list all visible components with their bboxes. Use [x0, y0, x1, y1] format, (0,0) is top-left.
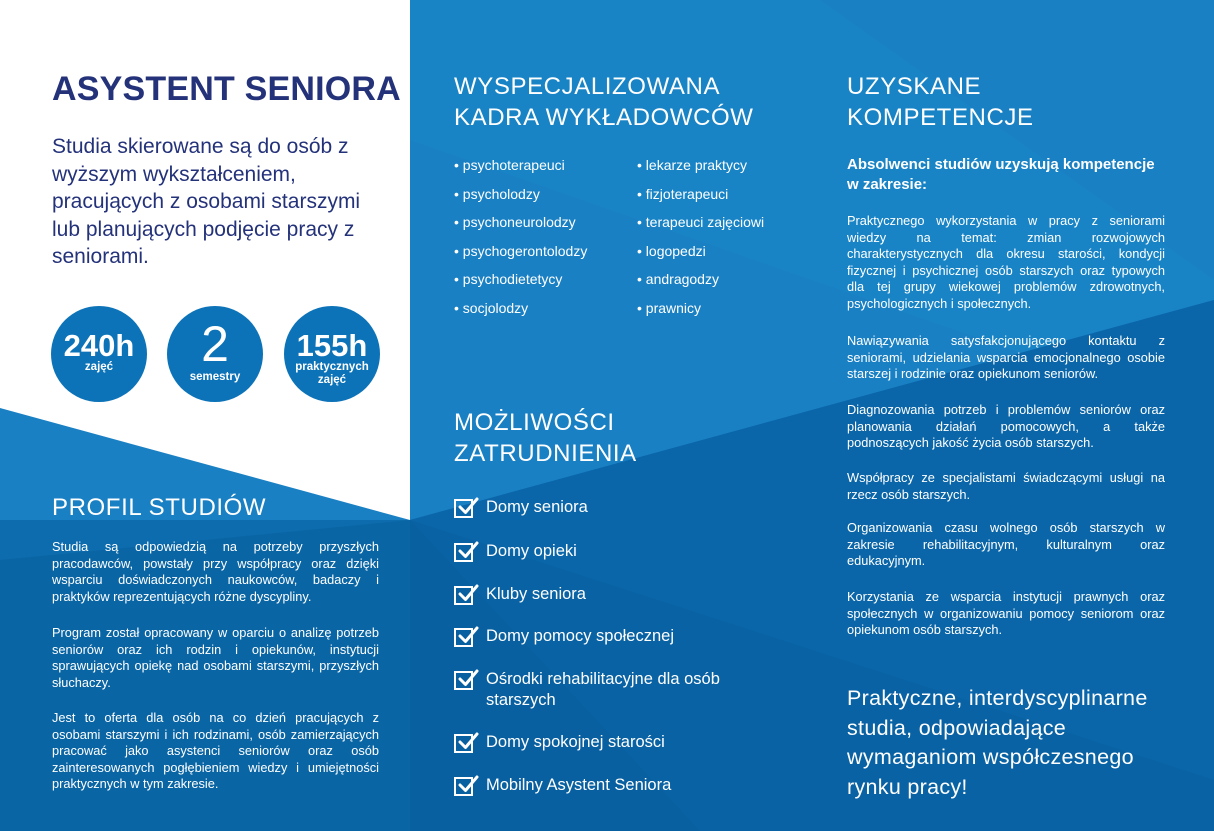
intro-text: Studia skierowane są do osób z wyższym wykształceniem, pracujących z osobami starszymi lub planujących podjęcie pracy z seniorami. [52, 135, 361, 268]
stat-practice-value: 155h [296, 328, 368, 363]
competency-paragraph: Nawiązywania satysfakcjonującego kontaktu z seniorami, udzielania wsparcia emocjonalnego osobie starszej i rodzinie oraz opiekunom seniorów. [847, 333, 1165, 382]
profile-paragraph-1: Studia są odpowiedzią na potrzeby przyszłych pracodawców, powstały przy współpracy oraz dzięki wsparciu doświadczonych naukowców, badaczy i praktyków reprezentujących różne dyscypliny. [52, 539, 379, 604]
checkbox-icon [454, 671, 473, 690]
job-label: Mobilny Asystent Seniora [486, 776, 672, 794]
stat-practice-label-line2: zajęć [317, 374, 347, 386]
job-label: Domy opieki [486, 542, 577, 560]
checkbox-icon [454, 499, 473, 518]
checkbox-icon [454, 543, 473, 562]
stat-practice-badge [284, 306, 380, 402]
list-item: • logopedzi [637, 241, 764, 270]
stat-hours-label: zajęć [84, 361, 114, 373]
stat-hours-badge [51, 306, 147, 402]
list-item: • socjolodzy [454, 298, 587, 327]
jobs-heading-line1: MOŻLIWOŚCI [454, 409, 615, 436]
list-item: • psychoterapeuci [454, 155, 587, 184]
competencies-heading-line1: UZYSKANE [847, 73, 982, 100]
list-item: • andragodzy [637, 269, 764, 298]
checkbox-icon [454, 628, 473, 647]
job-label: Domy spokojnej starości [486, 733, 665, 751]
jobs-heading-line2: ZATRUDNIENIA [454, 440, 637, 467]
stat-semesters-value: 2 [201, 316, 229, 372]
competency-paragraph: Organizowania czasu wolnego osób starszych w zakresie rehabilitacyjnym, kulturalnym oraz edukacyjnym. [847, 520, 1165, 569]
list-item: • terapeuci zajęciowi [637, 212, 764, 241]
closing-slogan: Praktyczne, interdyscyplinarne studia, odpowiadające wymaganiom współczesnego rynku pracy! [847, 686, 1148, 799]
profile-heading: PROFIL STUDIÓW [52, 494, 267, 521]
list-item: • fizjoterapeuci [637, 184, 764, 213]
competencies-heading-line2: KOMPETENCJE [847, 104, 1034, 131]
job-label: Domy seniora [486, 498, 588, 516]
competencies-lead: Absolwenci studiów uzyskują kompetencje w zakresie: [847, 156, 1155, 193]
stat-semesters-label: semestry [189, 371, 241, 383]
job-label: Kluby seniora [486, 585, 586, 603]
competency-paragraph: Diagnozowania potrzeb i problemów seniorów oraz planowania działań pomocowych, a także podnoszących jakość życia osób starszych. [847, 402, 1165, 451]
competency-paragraph: Korzystania ze wsparcia instytucji prawnych oraz społecznych w organizowaniu pomocy seniorom oraz opiekunom osób starszych. [847, 589, 1165, 638]
list-item: • prawnicy [637, 298, 764, 327]
profile-paragraph-2: Program został opracowany w oparciu o analizę potrzeb seniorów oraz ich rodzin i opiekunów, instytucji sprawujących opiekę nad osobami starszymi, przyszłych słuchaczy. [52, 625, 379, 690]
stat-practice-label-line1: praktycznych [295, 361, 369, 373]
list-item: • lekarze praktycy [637, 155, 764, 184]
competency-paragraph: Praktycznego wykorzystania w pracy z seniorami wiedzy na temat: zmian rozwojowych charakterystycznych dla okresu starości, kondycji fizycznej i psychicznej osób starszych oraz typowych dla tej grupy wiekowej problemów zdrowotnych, psychologicznych i społecznych. [847, 213, 1165, 311]
competency-paragraph: Współpracy ze specjalistami świadczącymi usługi na rzecz osób starszych. [847, 470, 1165, 502]
job-label: Domy pomocy społecznej [486, 627, 674, 645]
staff-list-right [637, 155, 764, 326]
profile-paragraph-3: Jest to oferta dla osób na co dzień pracujących z osobami starszymi i ich rodzinami, osób zamierzających pracować jako asystenci seniorów oraz osób zainteresowanych pogłębieniem wiedzy i umiejętności praktycznych w tym zakresie. [52, 710, 379, 792]
list-item: • psychogerontolodzy [454, 241, 587, 270]
checkbox-icon [454, 734, 473, 753]
page-title: ASYSTENT SENIORA [52, 70, 401, 108]
staff-heading-line2: KADRA WYKŁADOWCÓW [454, 104, 754, 131]
staff-heading-line1: WYSPECJALIZOWANA [454, 73, 721, 100]
checkbox-icon [454, 777, 473, 796]
checkbox-icon [454, 586, 473, 605]
list-item: • psychoneurolodzy [454, 212, 587, 241]
stat-hours-value: 240h [63, 328, 135, 363]
job-label: Ośrodki rehabilitacyjne dla osób starszych [486, 670, 720, 709]
list-item: • psycholodzy [454, 184, 587, 213]
staff-list-left [454, 155, 587, 326]
list-item: • psychodietetycy [454, 269, 587, 298]
stat-semesters-badge [167, 306, 263, 402]
